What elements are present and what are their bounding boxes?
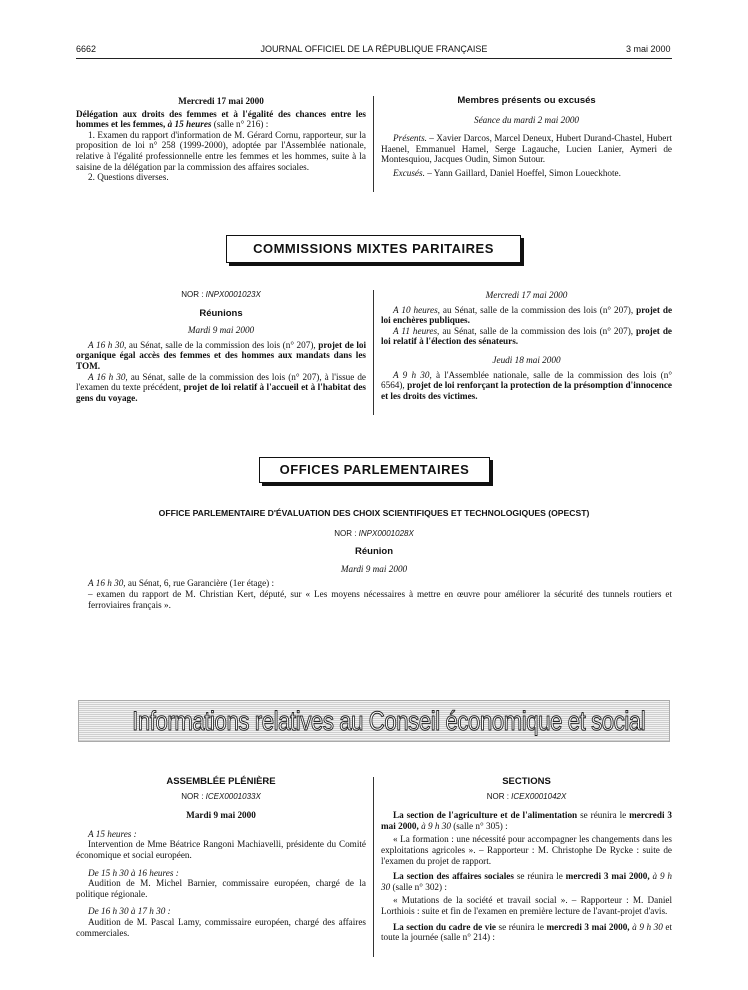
- op-section: [76, 508, 672, 610]
- sections-title: SECTIONS: [502, 776, 551, 787]
- reunion-heading: Réunion: [355, 546, 393, 558]
- presents-list: Présents. – Xavier Darcos, Marcel Deneux, Hubert Durand-Chastel, Hubert Haenel, Emmanuel Hamel, Serge Lagauche, Lucien Lanier, Aymeri de Montesquiou, Jacques Oudin, Simon Sutour.: [381, 133, 672, 165]
- slot-3-text: Audition de M. Pascal Lamy, commissaire européen, chargé des affaires commerciales.: [76, 916, 366, 938]
- cmp-item-2: A 16 h 30, au Sénat, salle de la commission des lois (n° 207), à l'issue de l'examen du texte précédent, projet de loi relatif à l'accueil et à l'habitat des gens du voyage.: [76, 371, 367, 403]
- seance-date: Séance du mardi 2 mai 2000: [473, 114, 580, 125]
- cmp-item-4: A 11 heures, au Sénat, salle de la commission des lois (n° 207), projet de loi relatif à l'élection des sénateurs.: [381, 325, 673, 347]
- top-left-column: [76, 96, 366, 183]
- column-divider: [373, 96, 374, 192]
- section-2-text: « Mutations de la société et travail social ». – Rapporteur : M. Daniel Lorthiois : suite et fin de l'examen en première lecture de l'avant-projet d'avis.: [381, 895, 672, 916]
- op-line-1: A 16 h 30, au Sénat, 6, rue Garancière (1er étage) :: [88, 578, 275, 589]
- mardi-date: Mardi 9 mai 2000: [187, 325, 255, 336]
- ces-banner: [78, 700, 670, 742]
- ces-banner-text: Informations relatives au Conseil économique et social: [132, 706, 646, 736]
- nor-reference: NOR : INPX0001028X: [334, 528, 414, 538]
- cmp-right-column: [381, 290, 672, 401]
- cmp-item-5: A 9 h 30, à l'Assemblée nationale, salle de la commission des lois (n° 6564), projet de loi renforçant la protection de la présomption d'innocence et les droits des victimes.: [381, 369, 673, 401]
- ces-date: Mardi 9 mai 2000: [186, 810, 256, 821]
- op-line-2: – examen du rapport de M. Christian Kert, député, sur « Les moyens nécessaires à mettre en œuvre pour améliorer la sécurité des tunnels routiers et ferroviaires français ».: [88, 588, 672, 610]
- members-title: Membres présents ou excusés: [457, 95, 596, 106]
- agenda-item-1: 1. Examen du rapport d'information de M. Gérard Cornu, rapporteur, sur la proposition de loi n° 258 (1999-2000), adoptée par l'Assemblée nationale, relative à l'égalité professionnelle entre les femmes et les hommes, suite à la saisine de la délégation par la commission des affaires sociales.: [76, 129, 366, 172]
- section-1-text: « La formation : une nécessité pour accompagner les changements dans les exploitations agricoles ». – Rapporteur : M. Christophe De Rycke : suite de l'examen du projet de rapport.: [381, 834, 672, 866]
- section-date: Mercredi 17 mai 2000: [178, 96, 264, 106]
- assemblee-title: ASSEMBLÉE PLÉNIÈRE: [166, 776, 276, 787]
- excuses-list: Excusés. – Yann Gaillard, Daniel Hoeffel, Simon Loueckhote.: [393, 167, 621, 178]
- section-3-intro: La section du cadre de vie se réunira le mercredi 3 mai 2000, à 9 h 30 et toute la journée (salle n° 214) :: [381, 921, 673, 943]
- mercredi-date: Mercredi 17 mai 2000: [485, 290, 568, 300]
- slot-1-text: Intervention de Mme Béatrice Rangoni Machiavelli, présidente du Comité économique et social européen.: [76, 839, 366, 860]
- office-title: OFFICE PARLEMENTAIRE D'ÉVALUATION DES CHOIX SCIENTIFIQUES ET TECHNOLOGIQUES (OPECST): [158, 508, 590, 518]
- header-rule: [76, 58, 672, 59]
- top-right-column: [381, 96, 672, 179]
- nor-reference: NOR : ICEX0001033X: [181, 791, 261, 801]
- page-number: 6662: [76, 44, 97, 54]
- time-slot-2: De 15 h 30 à 16 heures :: [88, 867, 179, 878]
- ces-left-column: [76, 777, 366, 938]
- delegation-heading: Délégation aux droits des femmes et à l'égalité des chances entre les hommes et les femmes, à 15 heures (salle n° 216) :: [76, 108, 366, 130]
- op-box-title: OFFICES PARLEMENTAIRES: [259, 457, 490, 483]
- cmp-left-column: [76, 290, 366, 403]
- op-mardi-date: Mardi 9 mai 2000: [340, 563, 408, 574]
- cmp-box-title: COMMISSIONS MIXTES PARITAIRES: [226, 235, 521, 263]
- column-divider: [373, 777, 374, 957]
- jeudi-date: Jeudi 18 mai 2000: [492, 354, 561, 365]
- time-slot-1: A 15 heures :: [88, 828, 137, 839]
- agenda-item-2: 2. Questions diverses.: [88, 172, 169, 183]
- slot-2-text: Audition de M. Michel Barnier, commissaire européen, chargé de la politique régionale.: [76, 878, 366, 899]
- section-1-intro: La section de l'agriculture et de l'alimentation se réunira le mercredi 3 mai 2000, à 9 h 30 (salle n° 305) :: [381, 810, 673, 831]
- time-slot-3: De 16 h 30 à 17 h 30 :: [88, 906, 171, 917]
- nor-reference: NOR : ICEX0001042X: [486, 791, 567, 801]
- journal-title: JOURNAL OFFICIEL DE LA RÉPUBLIQUE FRANÇAISE: [260, 44, 488, 54]
- section-2-intro: La section des affaires sociales se réunira le mercredi 3 mai 2000, à 9 h 30 (salle n° 302) :: [381, 871, 673, 892]
- reunions-heading: Réunions: [199, 307, 243, 319]
- nor-reference: NOR : INPX0001023X: [181, 290, 261, 299]
- cmp-item-1: A 16 h 30, au Sénat, salle de la commission des lois (n° 207), projet de loi organique égal accès des femmes et des hommes aux mandats dans les TOM.: [76, 339, 367, 371]
- ces-right-column: [381, 777, 672, 943]
- issue-date: 3 mai 2000: [626, 44, 671, 54]
- column-divider: [373, 290, 374, 415]
- cmp-item-3: A 10 heures, au Sénat, salle de la commission des lois (n° 207), projet de loi enchères publiques.: [381, 304, 673, 326]
